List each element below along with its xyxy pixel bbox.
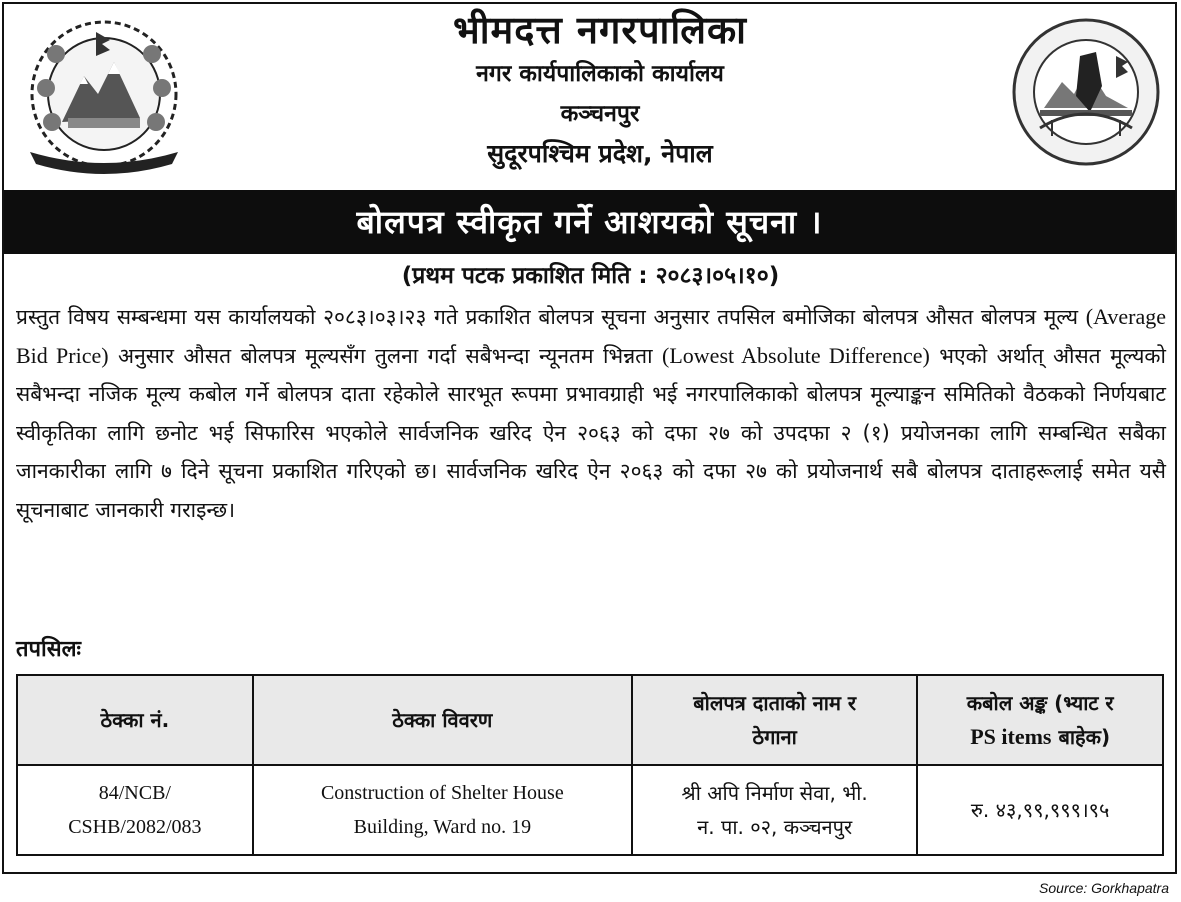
body-text-part-3: भएको अर्थात् औसत मूल्यको सबैभन्दा नजिक मूल्य कबोल गर्ने बोलपत्र दाता रहेकोले सारभूत रूपमा प्रभावग्राही भई नगरपालिकाको बोलपत्र मूल्याङ्कन समितिको वैठकको निर्णयबाट स्वीकृतिका लागि छनोट भई सिफारिस भएकोले सार्वजनिक खरिद ऐन २०६३ को दफा २७ को उपदफा २ (१) प्रयोजनका लागि सम्बन्धित सबैका जानकारीका लागि ७ दिने सूचना प्रकाशित गरिएको छ। सार्वजनिक खरिद ऐन २०६३ को दफा २७ को प्रयोजनार्थ सबै बोलपत्र दाताहरूलाई समेत यसै सूचनाबाट जानकारी गराइन्छ। [16,343,1166,522]
organization-name: भीमदत्त नगरपालिका [452,8,748,52]
nepal-emblem-icon [22,14,186,178]
body-text-english-1: (Average Bid Price) [16,304,1166,368]
details-label: तपसिलः [16,637,81,662]
notice-header [200,6,1000,174]
body-text-part-2: अनुसार औसत बोलपत्र मूल्यसँग तुलना गर्दा सबैभन्दा न्यूनतम भिन्नता [118,343,653,368]
header-bidder: बोलपत्र दाताको नाम र ठेगाना [632,675,917,765]
contract-details-table [16,674,1164,856]
district-name: कञ्चनपुर [560,101,640,127]
office-name: नगर कार्यपालिकाको कार्यालय [476,61,724,87]
cell-description: Construction of Shelter House Building, Ward no. 19 [253,765,632,855]
publication-date: (प्रथम पटक प्रकाशित मिति : २०८३।०५।१०) [401,263,780,289]
table-row [17,765,1163,855]
cell-bidder: श्री अपि निर्माण सेवा, भी. न. पा. ०२, कञ्चनपुर [632,765,917,855]
header-description: ठेक्का विवरण [253,675,632,765]
municipality-logo-icon [1010,16,1162,168]
cell-contract-no: 84/NCB/ CSHB/2082/083 [17,765,253,855]
cell-amount: रु. ४३,९९,९९९।९५ [917,765,1163,855]
notice-body [16,298,1166,529]
header-amount: कबोल अङ्क (भ्याट र PS items बाहेक) [917,675,1163,765]
notice-title: बोलपत्र स्वीकृत गर्ने आशयको सूचना । [4,190,1175,254]
body-text-part-1: प्रस्तुत विषय सम्बन्धमा यस कार्यालयको २०८३।०३।२३ गते प्रकाशित बोलपत्र सूचना अनुसार तपसिल बमोजिका बोलपत्र औसत बोलपत्र मूल्य [16,305,1079,329]
header-contract-no: ठेक्का नं. [17,675,253,765]
table-header-row [17,675,1163,765]
body-text-english-2: (Lowest Absolute Difference) [662,342,930,368]
source-credit: Source: Gorkhapatra [1039,880,1169,896]
province-name: सुदूरपश्चिम प्रदेश, नेपाल [487,139,713,168]
